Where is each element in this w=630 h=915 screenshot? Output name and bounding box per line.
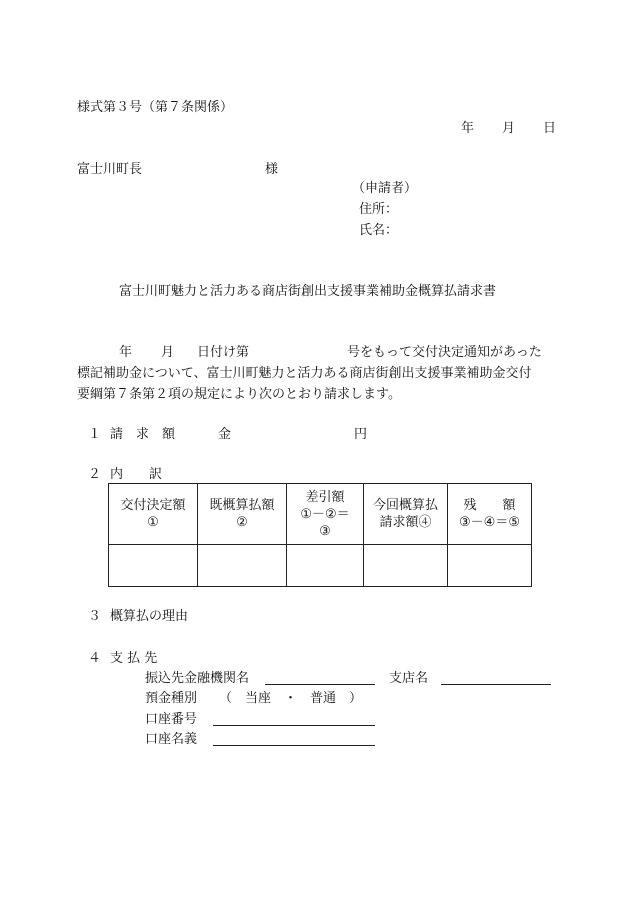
branch-name-label: 支店名 xyxy=(389,671,429,686)
bank-name-field[interactable] xyxy=(265,672,375,685)
body-line1-tail: 号をもって交付決定通知があった xyxy=(347,345,542,360)
item4-label: 支 払 先 xyxy=(110,651,158,666)
body-line-3: 要綱第７条第２項の規定により次のとおり請求します。 xyxy=(77,387,401,402)
item2-number: ２ xyxy=(88,467,102,482)
date-month-label: 月 xyxy=(502,121,516,136)
value-current-request[interactable] xyxy=(364,545,448,587)
form-number: 様式第３号（第７条関係） xyxy=(77,100,234,115)
item2-label: 内 訳 xyxy=(110,467,163,482)
item1-kin: 金 xyxy=(218,427,232,442)
item3-label: 概算払の理由 xyxy=(110,609,189,624)
deposit-type-options[interactable]: （ 当座 ・ 普通 ） xyxy=(219,691,363,706)
date-year-label: 年 xyxy=(461,121,475,136)
value-remaining[interactable] xyxy=(448,545,532,587)
deposit-type-label: 預金種別 xyxy=(145,691,198,706)
body-dated-label: 日付け第 xyxy=(197,345,250,360)
col-grant-decision: 交付決定額 ① xyxy=(109,484,198,545)
col-remaining: 残 額 ③－④＝⑤ xyxy=(448,484,532,545)
account-number-label: 口座番号 xyxy=(145,712,198,727)
addressee-name: 富士川町長 xyxy=(77,162,143,177)
body-line-2: 標記補助金について、富士川町魅力と活力ある商店街創出支援事業補助金交付 xyxy=(77,366,532,381)
value-difference[interactable] xyxy=(287,545,364,587)
account-number-field[interactable] xyxy=(213,713,375,726)
date-day-label: 日 xyxy=(543,121,557,136)
col-previous-advance: 既概算払額 ② xyxy=(198,484,287,545)
breakdown-table xyxy=(108,483,532,587)
body-month-label: 月 xyxy=(161,345,175,360)
item1-label: 請 求 額 xyxy=(110,427,176,442)
applicant-address-label: 住所： xyxy=(359,202,399,217)
account-name-label: 口座名義 xyxy=(145,732,198,747)
document-title: 富士川町魅力と活力ある商店街創出支援事業補助金概算払請求書 xyxy=(119,284,497,299)
breakdown-value-row xyxy=(109,545,532,587)
bank-name-label: 振込先金融機関名 xyxy=(145,671,250,686)
value-grant-decision[interactable] xyxy=(109,545,198,587)
item1-yen: 円 xyxy=(354,427,368,442)
item4-number: ４ xyxy=(88,651,102,666)
col-difference: 差引額 ①－②＝ ③ xyxy=(287,484,364,545)
account-name-field[interactable] xyxy=(213,733,375,746)
body-year-label: 年 xyxy=(119,345,133,360)
breakdown-header-row xyxy=(109,484,532,545)
body-line-1 xyxy=(77,345,542,361)
item1-number: １ xyxy=(88,427,102,442)
value-previous-advance[interactable] xyxy=(198,545,287,587)
applicant-name-label: 氏名： xyxy=(359,223,399,238)
addressee-honorific: 様 xyxy=(265,162,279,177)
col-current-request: 今回概算払 請求額④ xyxy=(364,484,448,545)
item3-number: ３ xyxy=(88,609,102,624)
applicant-heading: （申請者） xyxy=(352,181,418,196)
branch-name-field[interactable] xyxy=(441,672,551,685)
